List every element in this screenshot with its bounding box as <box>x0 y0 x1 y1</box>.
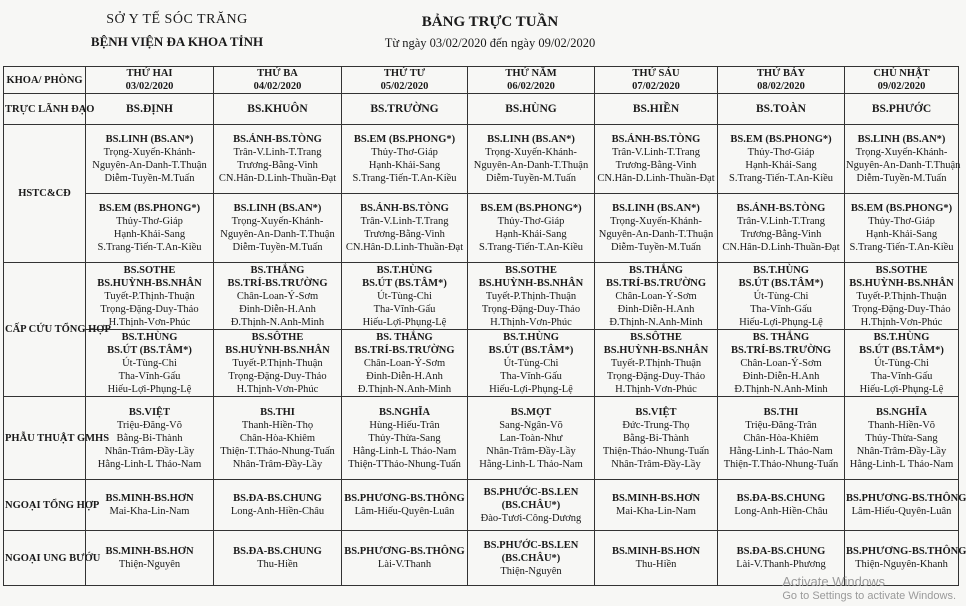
doctor-name: BS.TRÍ-BS.TRƯỜNG <box>731 344 831 356</box>
day-header <box>342 67 468 94</box>
duty-cell <box>718 194 845 263</box>
staff-names: Thủy-Thơ-Giáp <box>497 216 565 227</box>
duty-cell <box>86 330 214 397</box>
staff-names: Trân-V.Linh-T.Trang <box>233 147 322 158</box>
duty-cell <box>468 125 595 194</box>
staff-names: Trọng-Đặng-Duy-Thảo <box>481 303 581 315</box>
staff-names: Thanh-Hiền-Võ <box>867 419 936 431</box>
doctor-name: BS.PHƯƠNG-BS.THÔNG <box>344 546 465 557</box>
duty-cell <box>718 263 845 330</box>
doctor-name: BS.NGHĨA <box>875 406 928 418</box>
staff-names: Tuyết-P.Thịnh-Thuận <box>104 290 195 302</box>
staff-names: Triệu-Đăng-Võ <box>117 419 182 431</box>
doctor-name: BS.SOTHE <box>505 264 557 276</box>
staff-names: Trọng-Đặng-Duy-Thảo <box>606 370 706 382</box>
staff-names: Diễm-Tuyền-M.Tuấn <box>856 173 947 184</box>
staff-names: Đào-Tươi-Công-Dương <box>480 512 582 524</box>
staff-names: Trọng-Đặng-Duy-Thảo <box>228 370 327 382</box>
duty-cell <box>86 125 214 194</box>
title-block <box>340 14 640 51</box>
staff-names: CN.Hân-D.Linh-Thuần-Đạt <box>218 173 337 184</box>
dept-column-header: KHOA/ PHÒNG <box>4 67 86 94</box>
staff-names: Hạnh-Khải-Sang <box>745 160 817 171</box>
duty-cell <box>86 531 214 586</box>
hstc-row-2 <box>4 194 959 263</box>
doctor-name: (BS.CHÂU*) <box>501 499 561 511</box>
staff-names: Hạnh-Khải-Sang <box>113 229 186 240</box>
doctor-name: BS.LINH (BS.AN*) <box>233 203 322 214</box>
doctor-name: BS.ÁNH-BS.TÒNG <box>233 134 322 145</box>
capcuu-row-1 <box>4 263 959 330</box>
doctor-name: BS.SOTHE <box>123 264 176 276</box>
staff-names: Hằng-Linh-L Thảo-Nam <box>97 458 202 470</box>
staff-names: Trương-Bằng-Vinh <box>615 160 697 171</box>
staff-names: Tha-Vĩnh-Gấu <box>750 303 812 315</box>
staff-names: Diễm-Tuyền-M.Tuấn <box>232 242 323 253</box>
staff-names: CN.Hân-D.Linh-Thuần-Đạt <box>722 242 840 253</box>
duty-cell <box>214 263 342 330</box>
day-date: 03/02/2020 <box>125 81 174 92</box>
doctor-name: BS.TRÍ-BS.TRƯỜNG <box>606 277 706 289</box>
day-name: THỨ SÁU <box>632 68 680 79</box>
duty-cell <box>342 263 468 330</box>
doctor-name: BS.PHƯỚC-BS.LEN <box>483 486 579 498</box>
duty-cell <box>595 480 718 531</box>
staff-names: Hằng-Linh-L Thảo-Nam <box>352 445 457 457</box>
doctor-name: BS.ÁNH-BS.TÒNG <box>360 203 449 214</box>
staff-names: Hiếu-Lợi-Phụng-Lệ <box>489 383 573 395</box>
doctor-name: BS.MINH-BS.HƠN <box>611 546 701 557</box>
staff-names: Hằng-Linh-L Thảo-Nam <box>479 458 583 470</box>
staff-names: H.Thịnh-Vơn-Phúc <box>860 316 943 328</box>
staff-names: Thủy-Thừa-Sang <box>865 432 938 444</box>
dept-label: PHẪU THUẬT GMHS <box>4 397 86 480</box>
staff-names: Trân-V.Linh-T.Trang <box>611 147 701 158</box>
staff-names: Long-Anh-Hiền-Châu <box>734 506 828 517</box>
staff-names: Hiếu-Lợi-Phụng-Lệ <box>107 383 192 395</box>
doctor-name: BS.LINH (BS.AN*) <box>487 134 575 145</box>
doctor-name: BS.VIỆT <box>635 406 677 418</box>
duty-cell <box>845 330 959 397</box>
staff-names: Hạnh-Khải-Sang <box>368 160 441 171</box>
doctor-name: BS.PHƯỚC-BS.LEN <box>483 539 579 551</box>
staff-names: S.Trang-Tiến-T.An-Kiều <box>97 242 202 253</box>
staff-names: Nhân-Trâm-Đầy-Lầy <box>104 445 195 457</box>
staff-names: Thu-Hiền <box>635 559 677 570</box>
duty-cell <box>342 194 468 263</box>
doctor-name: BS.ÚT (BS.TÂM*) <box>362 277 447 289</box>
doctor-name: BS.T.HÙNG <box>376 264 433 276</box>
staff-names: Út-Tùng-Chi <box>503 357 559 369</box>
staff-names: Trọng-Đặng-Duy-Thảo <box>100 303 199 315</box>
staff-names: Diễm-Tuyền-M.Tuấn <box>486 173 576 184</box>
staff-names: Lài-V.Thanh-Phương <box>736 559 826 570</box>
dept-label: HSTC&CĐ <box>4 125 86 263</box>
staff-names: Thanh-Hiền-Thọ <box>241 419 314 431</box>
duty-cell <box>342 480 468 531</box>
watermark-subtitle: Go to Settings to activate Windows. <box>782 590 956 602</box>
doctor-name: BS.PHƯƠNG-BS.THÔNG <box>846 546 966 557</box>
staff-names: Nhân-Trâm-Đầy-Lầy <box>856 445 947 457</box>
duty-cell: BS.HÙNG <box>468 94 595 125</box>
doctor-name: BS.T.HÙNG <box>503 331 559 343</box>
duty-cell <box>342 397 468 480</box>
duty-cell <box>342 531 468 586</box>
duty-cell <box>595 397 718 480</box>
staff-names: Tha-Vĩnh-Gấu <box>373 303 436 315</box>
doctor-name: BS.SÔTHE <box>630 331 682 343</box>
duty-cell <box>718 330 845 397</box>
staff-names: Hiếu-Lợi-Phụng-Lệ <box>859 383 944 395</box>
doctor-name: BS.ĐA-BS.CHUNG <box>736 493 826 504</box>
doctor-name: BS.THI <box>763 406 799 418</box>
doctor-name: BS.PHƯƠNG-BS.THÔNG <box>846 493 966 504</box>
duty-cell <box>718 125 845 194</box>
day-date: 06/02/2020 <box>507 81 555 92</box>
dept-label: NGOẠI TỔNG HỢP <box>4 480 86 531</box>
staff-names: Bằng-Bi-Thành <box>116 432 183 444</box>
staff-names: S.Trang-Tiến-T.An-Kiều <box>478 242 584 253</box>
doctor-name: BS.HUỲNH-BS.NHÂN <box>97 277 202 289</box>
duty-cell <box>214 330 342 397</box>
staff-names: Mai-Kha-Lin-Nam <box>109 506 190 517</box>
staff-names: H.Thịnh-Vơn-Phúc <box>236 383 319 395</box>
staff-names: Diễm-Tuyền-M.Tuấn <box>611 242 701 253</box>
doctor-name: BS.ĐA-BS.CHUNG <box>233 546 322 557</box>
staff-names: Chân-Hòa-Khiêm <box>239 432 316 444</box>
doctor-name: BS.EM (BS.PHONG*) <box>98 203 201 214</box>
duty-cell <box>342 330 468 397</box>
duty-cell <box>845 397 959 480</box>
doctor-name: BS.T.HÙNG <box>873 331 930 343</box>
staff-names: Tuyết-P.Thịnh-Thuận <box>856 290 947 302</box>
doctor-name: BS.SOTHE <box>875 264 928 276</box>
staff-names: Hạnh-Khải-Sang <box>495 229 567 240</box>
day-date: 09/02/2020 <box>877 81 926 92</box>
duty-cell <box>595 194 718 263</box>
staff-names: Út-Tùng-Chi <box>377 290 432 302</box>
staff-names: Lài-V.Thanh <box>377 559 432 570</box>
duty-cell <box>468 480 595 531</box>
day-date: 05/02/2020 <box>380 81 429 92</box>
doctor-name: BS.SÔTHE <box>251 331 304 343</box>
activation-watermark <box>782 574 956 604</box>
day-name: THỨ NĂM <box>505 68 557 79</box>
dept-label: NGOẠI UNG BƯỚU <box>4 531 86 586</box>
doctor-name: BS.T.HÙNG <box>753 264 809 276</box>
hospital-name: BỆNH VIỆN ĐA KHOA TỈNH <box>90 34 264 49</box>
duty-cell <box>86 194 214 263</box>
doctor-name: BS.ÁNH-BS.TÒNG <box>736 203 826 214</box>
staff-names: Đ.Thịnh-N.Anh-Minh <box>734 383 828 395</box>
staff-names: Chân-Loan-Ý-Sơm <box>236 290 319 302</box>
doctor-name: BS.EM (BS.PHONG*) <box>353 134 456 145</box>
doctor-name: BS.ÚT (BS.TÂM*) <box>488 344 574 356</box>
staff-names: Chân-Hòa-Khiêm <box>743 432 819 444</box>
day-name: THỨ HAI <box>126 68 173 79</box>
page-title: BẢNG TRỰC TUẦN <box>421 14 559 30</box>
staff-names: Hiếu-Lợi-Phụng-Lệ <box>739 316 823 328</box>
staff-names: Trương-Bằng-Vinh <box>740 229 822 240</box>
day-date: 07/02/2020 <box>632 81 680 92</box>
doctor-name: BS.TRÍ-BS.TRƯỜNG <box>354 344 455 356</box>
staff-names: Bằng-Bi-Thành <box>623 432 689 444</box>
staff-names: Đ.Thịnh-N.Anh-Minh <box>357 383 452 395</box>
doctor-name: BS.ÚT (BS.TÂM*) <box>107 344 192 356</box>
duty-cell <box>595 125 718 194</box>
staff-names: Trọng-Xuyến-Khánh- <box>610 216 702 227</box>
staff-names: Diễm-Tuyền-M.Tuấn <box>104 173 195 184</box>
doctor-name: BS.HUỲNH-BS.NHÂN <box>478 277 584 289</box>
staff-names: Đ.Thịnh-N.Anh-Minh <box>230 316 325 328</box>
staff-names: S.Trang-Tiến-T.An-Kiều <box>352 173 457 184</box>
staff-names: S.Trang-Tiến-T.An-Kiều <box>728 173 834 184</box>
staff-names: Thiện-Nguyên-Khanh <box>855 559 948 570</box>
staff-names: Thiện-T.Thảo-Nhung-Tuấn <box>723 458 839 470</box>
staff-names: Trọng-Xuyến-Khánh- <box>855 147 948 158</box>
doctor-name: BS.TRÍ-BS.TRƯỜNG <box>227 277 328 289</box>
staff-names: Thủy-Thơ-Giáp <box>116 216 183 227</box>
doctor-name: BS.LINH (BS.AN*) <box>612 203 700 214</box>
dept-label: CẤP CỨU TỔNG HỢP <box>4 263 86 397</box>
staff-names: Chân-Loan-Ý-Sơm <box>615 290 697 302</box>
staff-names: Thủy-Thơ-Giáp <box>868 216 935 227</box>
staff-names: Trân-V.Linh-T.Trang <box>736 216 826 227</box>
staff-names: Hùng-Hiếu-Trân <box>369 419 440 431</box>
staff-names: Tuyết-P.Thịnh-Thuận <box>485 290 577 302</box>
duty-cell <box>214 531 342 586</box>
staff-names: Út-Tùng-Chi <box>874 357 929 369</box>
doctor-name: BS.MINH-BS.HƠN <box>611 493 701 504</box>
day-header <box>86 67 214 94</box>
staff-names: Lâm-Hiếu-Quyên-Luân <box>354 506 455 517</box>
duty-cell: BS.HIỀN <box>595 94 718 125</box>
staff-names: Hằng-Linh-L Thảo-Nam <box>729 445 833 457</box>
org-header <box>72 12 282 50</box>
staff-names: H.Thịnh-Vơn-Phúc <box>490 316 572 328</box>
staff-names: Út-Tùng-Chi <box>122 357 177 369</box>
duty-cell <box>342 125 468 194</box>
duty-cell <box>595 531 718 586</box>
staff-names: Thiện-Nguyên <box>500 565 562 577</box>
staff-names: Đinh-Diễn-H.Anh <box>617 303 695 315</box>
doctor-name: BS.MINH-BS.HƠN <box>105 546 194 557</box>
staff-names: Tha-Vĩnh-Gấu <box>118 370 181 382</box>
staff-names: Hiếu-Lợi-Phụng-Lệ <box>362 316 447 328</box>
doctor-name: BS.HUỲNH-BS.NHÂN <box>603 344 709 356</box>
staff-names: Thiện-Thảo-Nhung-Tuấn <box>602 445 710 457</box>
staff-names: S.Trang-Tiến-T.An-Kiều <box>849 242 954 253</box>
doctor-name: BS.THẮNG <box>629 264 683 276</box>
staff-names: Nhân-Trâm-Đầy-Lầy <box>611 458 701 470</box>
staff-names: Chân-Loan-Ý-Sơm <box>363 357 446 369</box>
doctor-name: BS.EM (BS.PHONG*) <box>850 203 953 214</box>
duty-cell <box>214 480 342 531</box>
day-header <box>468 67 595 94</box>
doctor-name: BS.ÚT (BS.TÂM*) <box>859 344 944 356</box>
staff-names: CN.Hân-D.Linh-Thuần-Đạt <box>597 173 715 184</box>
watermark-title: Activate Windows <box>782 574 885 589</box>
staff-names: Mai-Kha-Lin-Nam <box>616 506 696 517</box>
staff-names: Thiện-T.Thảo-Nhung-Tuấn <box>220 445 335 457</box>
duty-cell <box>468 330 595 397</box>
duty-cell <box>214 194 342 263</box>
duty-cell <box>845 194 959 263</box>
duty-cell <box>86 480 214 531</box>
staff-names: Nguyên-An-Danh-T.Thuận <box>846 160 961 171</box>
staff-names: Trương-Bằng-Vinh <box>364 229 445 240</box>
doctor-name: BS. THẮNG <box>376 331 433 343</box>
staff-names: Sang-Ngân-Võ <box>499 419 563 431</box>
doctor-name: BS. THẮNG <box>752 331 810 343</box>
doctor-name: BS.THI <box>260 406 295 418</box>
doctor-name: BS.MINH-BS.HƠN <box>105 493 194 504</box>
day-header <box>595 67 718 94</box>
staff-names: Chân-Loan-Ý-Sơm <box>740 357 822 369</box>
staff-names: Thủy-Thơ-Giáp <box>371 147 438 158</box>
staff-names: Đ.Thịnh-N.Anh-Minh <box>609 316 703 328</box>
staff-names: Trọng-Đặng-Duy-Thảo <box>852 303 951 315</box>
day-header <box>845 67 959 94</box>
day-name: THỨ BA <box>257 68 298 79</box>
staff-names: Nhân-Trâm-Đầy-Lầy <box>486 445 576 457</box>
doctor-name: BS.EM (BS.PHONG*) <box>480 203 582 214</box>
duty-cell: BS.PHƯỚC <box>845 94 959 125</box>
duty-cell: BS.ĐỊNH <box>86 94 214 125</box>
day-name: CHỦ NHẬT <box>873 68 930 79</box>
leadership-row <box>4 94 959 125</box>
staff-names: Út-Tùng-Chi <box>753 290 809 302</box>
staff-names: H.Thịnh-Vơn-Phúc <box>108 316 191 328</box>
doctor-name: BS.HUỲNH-BS.NHÂN <box>849 277 954 289</box>
duty-cell: BS.KHUÔN <box>214 94 342 125</box>
ptgm-row <box>4 397 959 480</box>
duty-cell <box>595 263 718 330</box>
date-range: Từ ngày 03/02/2020 đến ngày 09/02/2020 <box>384 36 596 50</box>
hstc-row-1 <box>4 125 959 194</box>
doctor-name: BS.THẮNG <box>250 264 305 276</box>
staff-names: Nguyên-An-Danh-T.Thuận <box>92 160 207 171</box>
staff-names: CN.Hân-D.Linh-Thuần-Đạt <box>345 242 464 253</box>
day-name: THỨ BẢY <box>756 68 806 79</box>
duty-schedule-table <box>3 66 966 586</box>
staff-names: Nhân-Trâm-Đầy-Lầy <box>232 458 323 470</box>
doctor-name: BS.LINH (BS.AN*) <box>105 134 194 145</box>
day-name: THỨ TƯ <box>383 68 426 79</box>
staff-names: Thủy-Thừa-Sang <box>368 432 441 444</box>
staff-names: Nguyên-An-Danh-T.Thuận <box>220 229 335 240</box>
duty-cell <box>468 531 595 586</box>
doctor-name: BS.ĐA-BS.CHUNG <box>736 546 826 557</box>
duty-cell <box>468 263 595 330</box>
day-date: 08/02/2020 <box>757 81 805 92</box>
staff-names: Thiện-Nguyên <box>118 559 181 570</box>
staff-names: Hằng-Linh-L Thảo-Nam <box>849 458 954 470</box>
staff-names: Tuyết-P.Thịnh-Thuận <box>610 357 702 369</box>
doctor-name: BS.MỌT <box>510 406 552 418</box>
staff-names: Trân-V.Linh-T.Trang <box>360 216 449 227</box>
staff-names: Thủy-Thơ-Giáp <box>747 147 815 158</box>
staff-names: Nguyên-An-Danh-T.Thuận <box>598 229 714 240</box>
doctor-name: BS.NGHĨA <box>378 406 431 418</box>
staff-names: Đinh-Diễn-H.Anh <box>366 370 443 382</box>
day-header <box>718 67 845 94</box>
staff-names: Hạnh-Khải-Sang <box>865 229 938 240</box>
duty-cell <box>718 480 845 531</box>
staff-names: Trọng-Xuyến-Khánh- <box>103 147 196 158</box>
staff-names: Lâm-Hiếu-Quyên-Luân <box>851 506 952 517</box>
duty-cell: BS.TRƯỜNG <box>342 94 468 125</box>
doctor-name: BS.VIỆT <box>128 406 171 418</box>
doctor-name: BS.LINH (BS.AN*) <box>857 134 946 145</box>
header-row <box>4 67 959 94</box>
duty-cell <box>214 125 342 194</box>
duty-cell <box>845 263 959 330</box>
duty-cell <box>214 397 342 480</box>
staff-names: Tuyết-P.Thịnh-Thuận <box>232 357 323 369</box>
doctor-name: (BS.CHÂU*) <box>501 552 561 564</box>
staff-names: Trọng-Xuyến-Khánh- <box>231 216 324 227</box>
staff-names: Long-Anh-Hiền-Châu <box>230 506 325 517</box>
capcuu-row-2 <box>4 330 959 397</box>
duty-cell <box>845 125 959 194</box>
department-of-health: SỞ Y TẾ SÓC TRĂNG <box>106 12 248 27</box>
duty-cell <box>468 194 595 263</box>
dept-label: TRỰC LÃNH ĐẠO <box>4 94 86 125</box>
staff-names: Tha-Vĩnh-Gấu <box>870 370 933 382</box>
duty-cell <box>86 263 214 330</box>
staff-names: H.Thịnh-Vơn-Phúc <box>615 383 697 395</box>
staff-names: Nguyên-An-Danh-T.Thuận <box>473 160 589 171</box>
staff-names: Triệu-Đăng-Trân <box>745 419 817 431</box>
doctor-name: BS.HUỲNH-BS.NHÂN <box>225 344 330 356</box>
doctor-name: BS.ÁNH-BS.TÒNG <box>611 134 701 145</box>
staff-names: Tha-Vĩnh-Gấu <box>500 370 562 382</box>
duty-cell: BS.TOÀN <box>718 94 845 125</box>
duty-cell <box>595 330 718 397</box>
staff-names: Lan-Toàn-Như <box>499 432 563 444</box>
doctor-name: BS.EM (BS.PHONG*) <box>730 134 832 145</box>
staff-names: Trương-Bằng-Vinh <box>237 160 318 171</box>
doctor-name: BS.ĐA-BS.CHUNG <box>233 493 322 504</box>
staff-names: Thu-Hiền <box>257 559 298 570</box>
staff-names: Đức-Trung-Thọ <box>622 419 690 431</box>
ngoai-tong-hop-row <box>4 480 959 531</box>
duty-cell <box>845 480 966 531</box>
doctor-name: BS.ÚT (BS.TÂM*) <box>738 277 824 289</box>
day-header <box>214 67 342 94</box>
doctor-name: BS.T.HÙNG <box>121 331 178 343</box>
day-date: 04/02/2020 <box>253 81 302 92</box>
duty-cell <box>468 397 595 480</box>
staff-names: Thiện-TThảo-Nhung-Tuấn <box>348 458 461 470</box>
doctor-name: BS.PHƯƠNG-BS.THÔNG <box>344 493 465 504</box>
staff-names: Đinh-Diễn-H.Anh <box>742 370 820 382</box>
staff-names: Đinh-Diễn-H.Anh <box>239 303 316 315</box>
duty-cell <box>718 397 845 480</box>
staff-names: Trọng-Xuyến-Khánh- <box>485 147 577 158</box>
